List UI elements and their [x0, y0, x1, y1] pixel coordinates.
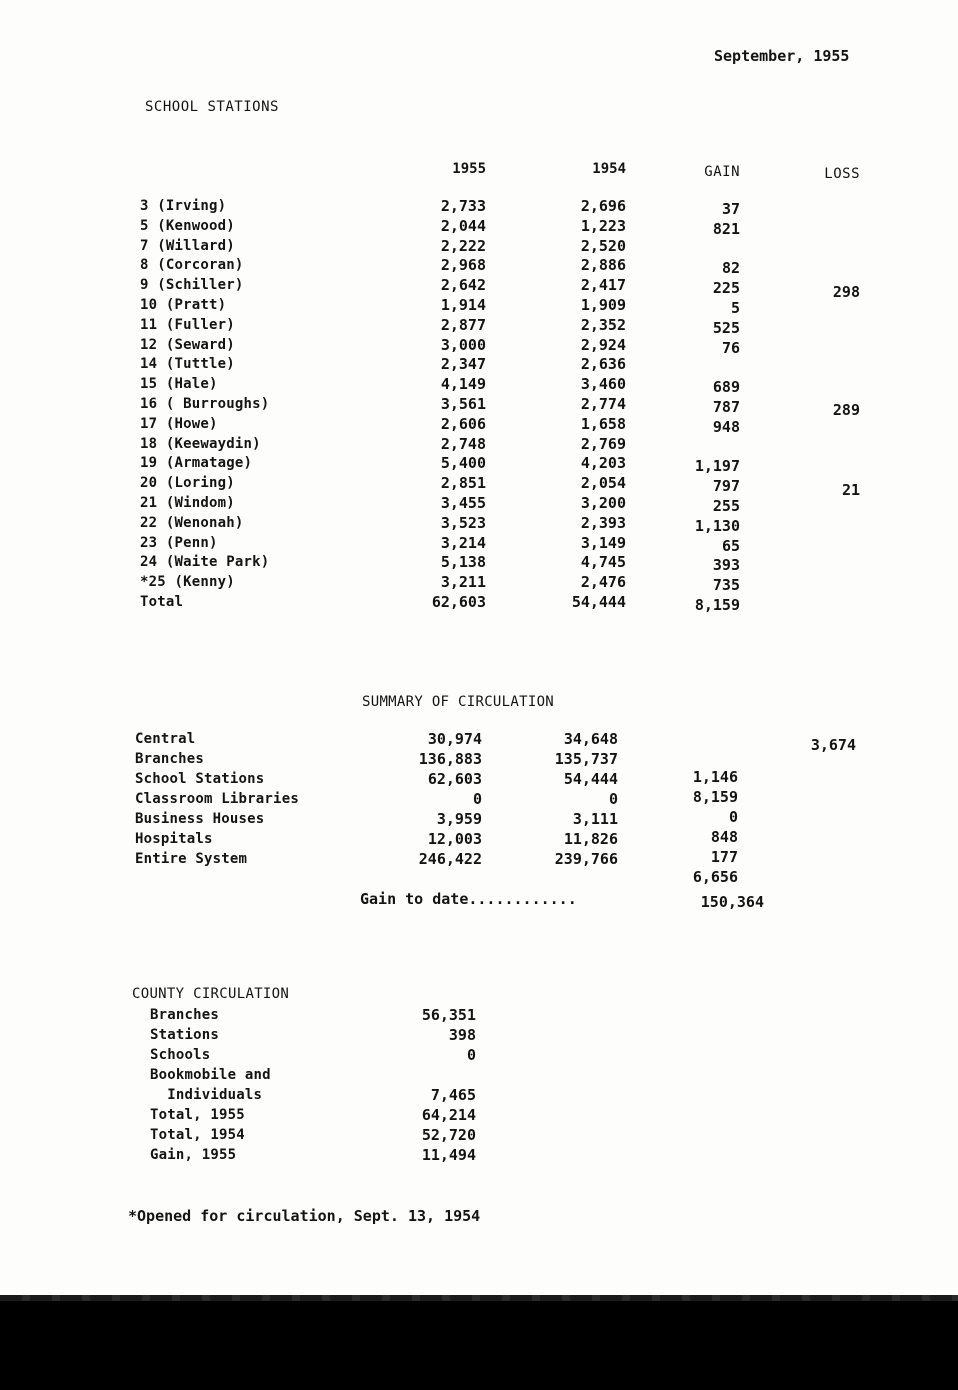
summary-name: Entire System — [135, 851, 248, 867]
station-1954: 3,200 — [580, 494, 626, 512]
scan-border — [0, 1295, 958, 1390]
station-gain: 821 — [712, 219, 740, 238]
station-name: 7 (Willard) — [140, 237, 235, 254]
report-date: September, 1955 — [714, 47, 850, 65]
station-1955: 2,968 — [440, 256, 486, 275]
station-name: 16 ( Burroughs) — [140, 396, 270, 412]
station-name: 5 (Kenwood) — [140, 217, 235, 234]
station-1954: 1,658 — [580, 414, 626, 433]
summary-1955: 30,974 — [427, 730, 482, 748]
station-1954: 2,769 — [580, 434, 626, 453]
summary-name: School Stations — [135, 771, 265, 787]
station-1955: 2,877 — [440, 315, 486, 334]
station-1954: 2,393 — [580, 513, 626, 532]
station-name: 19 (Armatage) — [140, 455, 253, 472]
summary-1955: 136,883 — [418, 750, 482, 768]
county-name: Individuals — [150, 1087, 263, 1103]
station-gain: 5 — [730, 299, 740, 317]
station-1955: 4,149 — [440, 375, 486, 394]
header-1955: 1955 — [452, 161, 486, 177]
station-1954: 54,444 — [571, 593, 626, 611]
station-1955: 2,606 — [440, 414, 486, 433]
station-name: 23 (Penn) — [140, 534, 218, 551]
station-gain: 735 — [712, 576, 740, 595]
station-1954: 1,909 — [580, 296, 626, 314]
county-value: 64,214 — [421, 1106, 476, 1124]
station-1955: 2,642 — [440, 276, 486, 295]
summary-1954: 0 — [608, 790, 618, 808]
station-loss: 289 — [832, 401, 860, 420]
summary-gain: 177 — [710, 848, 738, 866]
summary-gain: 848 — [710, 828, 738, 846]
school-stations-title: SCHOOL STATIONS — [145, 99, 279, 115]
summary-name: Classroom Libraries — [135, 791, 299, 807]
station-name: *25 (Kenny) — [140, 574, 235, 591]
station-1955: 2,748 — [440, 434, 486, 453]
header-1954: 1954 — [592, 161, 626, 177]
summary-1954: 34,648 — [563, 730, 618, 748]
station-1954: 2,520 — [580, 236, 626, 255]
station-loss: 298 — [832, 282, 860, 301]
station-1955: 3,455 — [440, 494, 486, 512]
summary-1954: 11,826 — [563, 830, 618, 848]
station-1954: 2,054 — [580, 474, 626, 493]
station-1955: 2,733 — [440, 197, 486, 215]
header-loss: LOSS — [824, 166, 860, 182]
county-value: 7,465 — [430, 1086, 476, 1104]
station-gain: 948 — [712, 417, 740, 436]
scan-border-strip — [0, 1295, 958, 1301]
station-1954: 3,149 — [580, 533, 626, 552]
county-value: 11,494 — [421, 1146, 476, 1164]
station-1954: 4,745 — [580, 553, 626, 572]
county-value: 52,720 — [421, 1126, 476, 1144]
station-name: 24 (Waite Park) — [140, 554, 270, 571]
summary-1954: 135,737 — [554, 750, 618, 768]
station-gain: 1,197 — [694, 457, 740, 476]
county-name: Total, 1954 — [150, 1127, 245, 1143]
summary-name: Business Houses — [135, 811, 265, 827]
station-1955: 3,214 — [440, 533, 486, 552]
gain-to-date-label: Gain to date............ — [360, 890, 577, 908]
station-1954: 4,203 — [580, 454, 626, 473]
summary-1955: 12,003 — [427, 830, 482, 848]
station-1955: 2,222 — [440, 236, 486, 255]
county-circulation-title: COUNTY CIRCULATION — [132, 986, 290, 1002]
station-1954: 3,460 — [580, 375, 626, 394]
county-name: Branches — [150, 1007, 220, 1023]
station-name: 17 (Howe) — [140, 415, 218, 432]
station-gain: 393 — [712, 556, 740, 575]
station-name: 11 (Fuller) — [140, 316, 235, 333]
gain-to-date-value: 150,364 — [700, 893, 764, 911]
summary-name: Central — [135, 731, 196, 747]
station-gain: 8,159 — [694, 596, 740, 614]
station-1954: 1,223 — [580, 216, 626, 235]
station-name: 12 (Seward) — [140, 336, 235, 353]
station-1954: 2,352 — [580, 315, 626, 334]
summary-1955: 3,959 — [436, 810, 482, 828]
summary-gain: 0 — [728, 808, 738, 826]
station-gain: 525 — [712, 318, 740, 337]
summary-1954: 239,766 — [554, 850, 618, 868]
station-gain: 797 — [712, 477, 740, 496]
station-gain: 689 — [712, 378, 740, 397]
summary-1955: 0 — [472, 790, 482, 808]
station-name: 22 (Wenonah) — [140, 514, 244, 531]
station-name: 18 (Keewaydin) — [140, 435, 261, 452]
summary-name: Branches — [135, 751, 205, 767]
station-gain: 225 — [712, 279, 740, 298]
station-name: 20 (Loring) — [140, 475, 235, 492]
station-1954: 2,476 — [580, 573, 626, 592]
station-1955: 3,000 — [440, 335, 486, 354]
station-name: Total — [140, 594, 184, 610]
station-1954: 2,774 — [580, 395, 626, 413]
station-gain: 76 — [721, 338, 740, 357]
county-name: Bookmobile and — [150, 1067, 271, 1083]
station-1955: 3,523 — [440, 513, 486, 532]
station-name: 14 (Tuttle) — [140, 356, 235, 373]
station-gain: 787 — [712, 398, 740, 416]
station-gain: 82 — [721, 259, 740, 278]
county-name: Total, 1955 — [150, 1107, 245, 1123]
station-1955: 1,914 — [440, 296, 486, 314]
station-1955: 5,138 — [440, 553, 486, 572]
station-loss: 21 — [841, 480, 860, 499]
summary-title: SUMMARY OF CIRCULATION — [362, 694, 555, 710]
summary-loss: 3,674 — [810, 736, 856, 754]
station-1955: 2,851 — [440, 474, 486, 493]
station-1954: 2,636 — [580, 355, 626, 374]
summary-1955: 246,422 — [418, 850, 482, 868]
station-gain: 1,130 — [694, 516, 740, 535]
station-name: 15 (Hale) — [140, 376, 218, 393]
county-value: 0 — [466, 1046, 476, 1064]
county-value: 56,351 — [421, 1006, 476, 1024]
station-1955: 3,561 — [440, 395, 486, 413]
station-name: 8 (Corcoran) — [140, 257, 244, 274]
summary-1954: 3,111 — [572, 810, 618, 828]
station-name: 9 (Schiller) — [140, 277, 244, 294]
station-gain: 255 — [712, 497, 740, 515]
station-1954: 2,696 — [580, 197, 626, 215]
station-1955: 2,347 — [440, 355, 486, 374]
station-name: 3 (Irving) — [140, 198, 227, 214]
station-1954: 2,924 — [580, 335, 626, 354]
station-gain: 37 — [721, 200, 740, 218]
summary-name: Hospitals — [135, 831, 213, 847]
station-1954: 2,417 — [580, 276, 626, 295]
station-1955: 5,400 — [440, 454, 486, 473]
station-1955: 62,603 — [431, 593, 486, 611]
summary-1955: 62,603 — [427, 770, 482, 788]
header-gain: GAIN — [704, 164, 740, 180]
station-name: 10 (Pratt) — [140, 297, 227, 313]
station-1955: 2,044 — [440, 216, 486, 235]
county-value: 398 — [448, 1026, 476, 1044]
station-1955: 3,211 — [440, 573, 486, 592]
station-1954: 2,886 — [580, 256, 626, 275]
county-name: Schools — [150, 1047, 211, 1063]
footnote: *Opened for circulation, Sept. 13, 1954 — [128, 1207, 481, 1225]
summary-gain: 6,656 — [692, 868, 738, 886]
county-name: Gain, 1955 — [150, 1147, 237, 1163]
summary-1954: 54,444 — [563, 770, 618, 788]
station-gain: 65 — [721, 536, 740, 555]
station-name: 21 (Windom) — [140, 495, 235, 511]
summary-gain: 1,146 — [692, 768, 738, 786]
county-name: Stations — [150, 1027, 220, 1043]
summary-gain: 8,159 — [692, 788, 738, 806]
